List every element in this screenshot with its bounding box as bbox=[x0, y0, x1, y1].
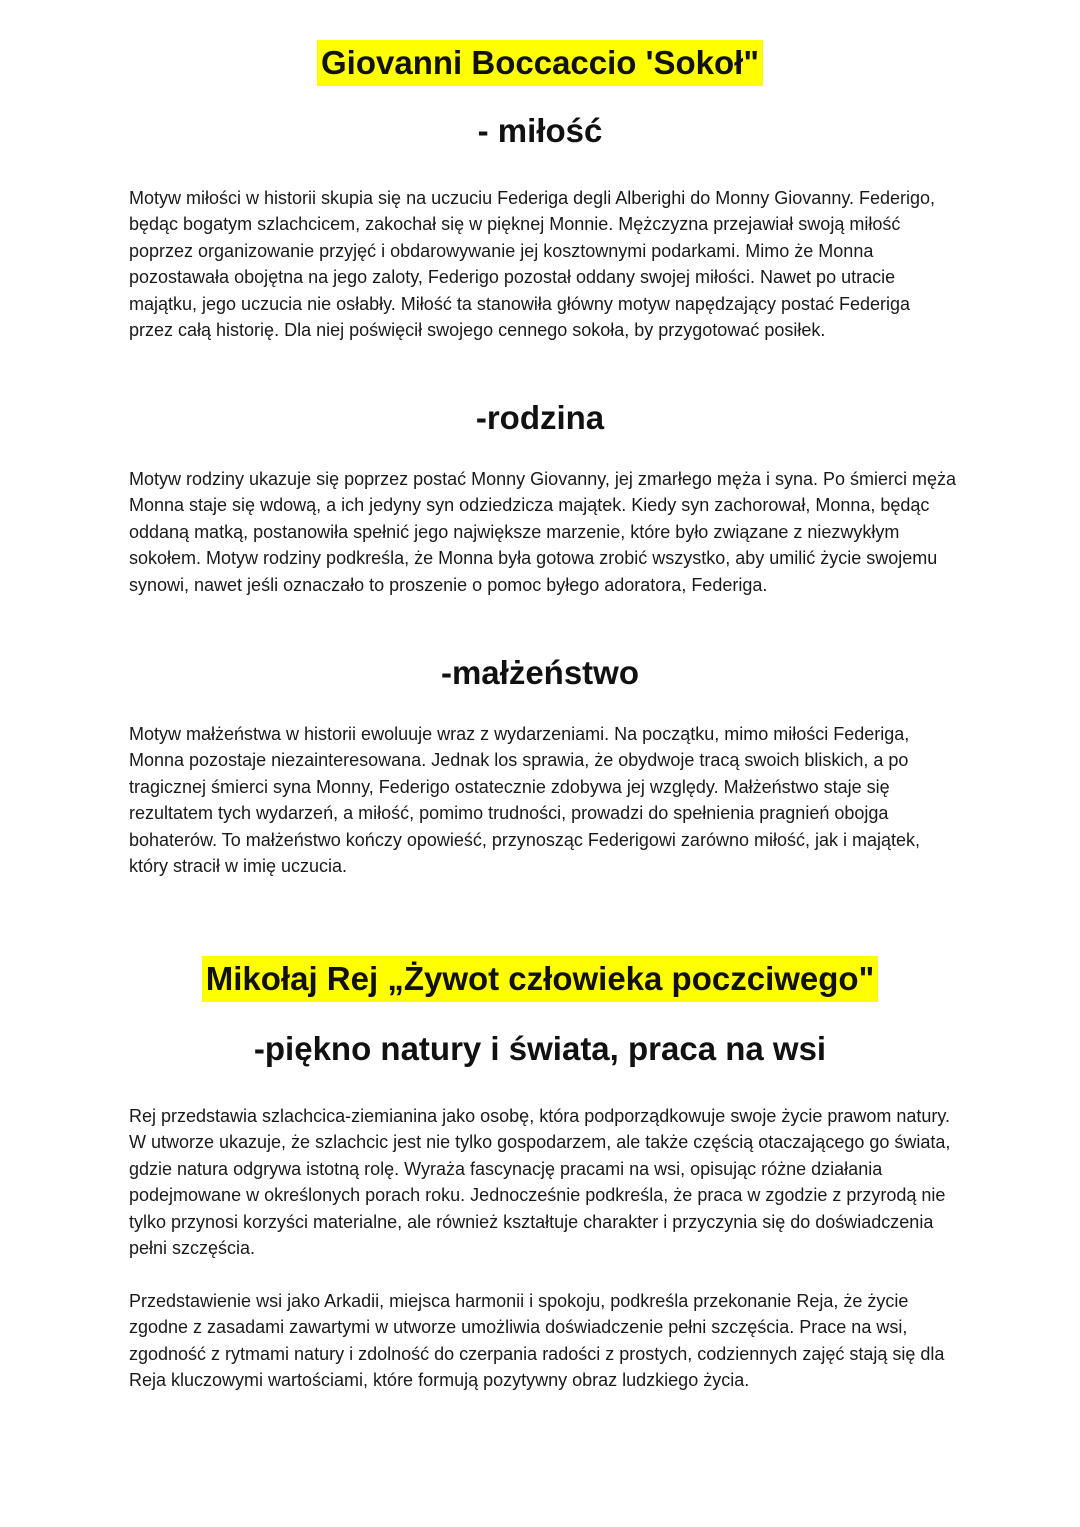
paragraph-natura-1: Rej przedstawia szlachcica-ziemianina jako osobę, która podporządkowuje swoje życie prawom natury. W utworze ukazuje, że szlachcic jest nie tylko gospodarzem, ale także częścią otaczającego go świata, gdzie natura odgrywa istotną rolę. Wyraża fascynację pracami na wsi, opisując różne działania podejmowane w określonych porach roku. Jednocześnie podkreśla, że praca w zgodzie z przyrodą nie tylko przynosi korzyści materialne, ale również kształtuje charakter i przyczynia się do doświadczenia pełni szczęścia. bbox=[129, 1106, 951, 1259]
title-row-rej bbox=[0, 956, 1080, 1002]
title-rej: Mikołaj Rej „Żywot człowieka poczciwego" bbox=[202, 956, 878, 1002]
heading-natura: -piękno natury i świata, praca na wsi bbox=[253, 1030, 827, 1067]
heading-milosc: - miłość bbox=[477, 112, 603, 149]
paragraph-rodzina: Motyw rodziny ukazuje się poprzez postać Monny Giovanny, jej zmarłego męża i syna. Po śmierci męża Monna staje się wdową, a ich jedyny syn odziedzicza majątek. Kiedy syn zachorował, Monna, będąc oddaną matką, postanowiła spełnić jego największe marzenie, które było związane z niezwykłym sokołem. Motyw rodziny podkreśla, że Monna była gotowa zrobić wszystko, aby umilić życie swojemu synowi, nawet jeśli oznaczało to proszenie o pomoc byłego adoratora, Federiga. bbox=[129, 469, 957, 595]
paragraph-milosc: Motyw miłości w historii skupia się na uczuciu Federiga degli Alberighi do Monny Giovanny. Federigo, będąc bogatym szlachcicem, zakochał się w pięknej Monnie. Mężczyzna przejawiał swoją miłość poprzez organizowanie przyjęć i obdarowywanie jej kosztownymi podarkami. Mimo że Monna pozostawała obojętna na jego zaloty, Federigo pozostał oddany swojej miłości. Nawet po utracie majątku, jego uczucia nie osłabły. Miłość ta stanowiła główny motyw napędzający postać Federiga przez całą historię. Dla niej poświęcił swojego cennego sokoła, by przygotować posiłek. bbox=[129, 188, 936, 341]
paragraph-natura-2: Przedstawienie wsi jako Arkadii, miejsca harmonii i spokoju, podkreśla przekonanie Reja, że życie zgodne z zasadami zawartymi w utworze umożliwia doświadczenie pełni szczęścia. Prace na wsi, zgodność z rytmami natury i zdolność do czerpania radości z prostych, codziennych zajęć stają się dla Reja kluczowymi wartościami, które formują pozytywny obraz ludzkiego życia. bbox=[129, 1291, 945, 1391]
heading-malzenstwo: -małżeństwo bbox=[440, 654, 640, 691]
title-row-boccaccio bbox=[0, 40, 1080, 86]
paragraph-malzenstwo: Motyw małżeństwa w historii ewoluuje wraz z wydarzeniami. Na początku, mimo miłości Federiga, Monna pozostaje niezainteresowana. Jednak los sprawia, że obydwoje tracą swoich bliskich, a po tragicznej śmierci syna Monny, Federigo ostatecznie zdobywa jej względy. Małżeństwo staje się rezultatem tych wydarzeń, a miłość, pomimo trudności, prowadzi do spełnienia pragnień obojga bohaterów. To małżeństwo kończy opowieść, przynosząc Federigowi zarówno miłość, jak i majątek, który stracił w imię uczucia. bbox=[129, 724, 921, 877]
title-boccaccio: Giovanni Boccaccio 'Sokoł" bbox=[317, 40, 763, 86]
heading-rodzina: -rodzina bbox=[475, 399, 605, 436]
